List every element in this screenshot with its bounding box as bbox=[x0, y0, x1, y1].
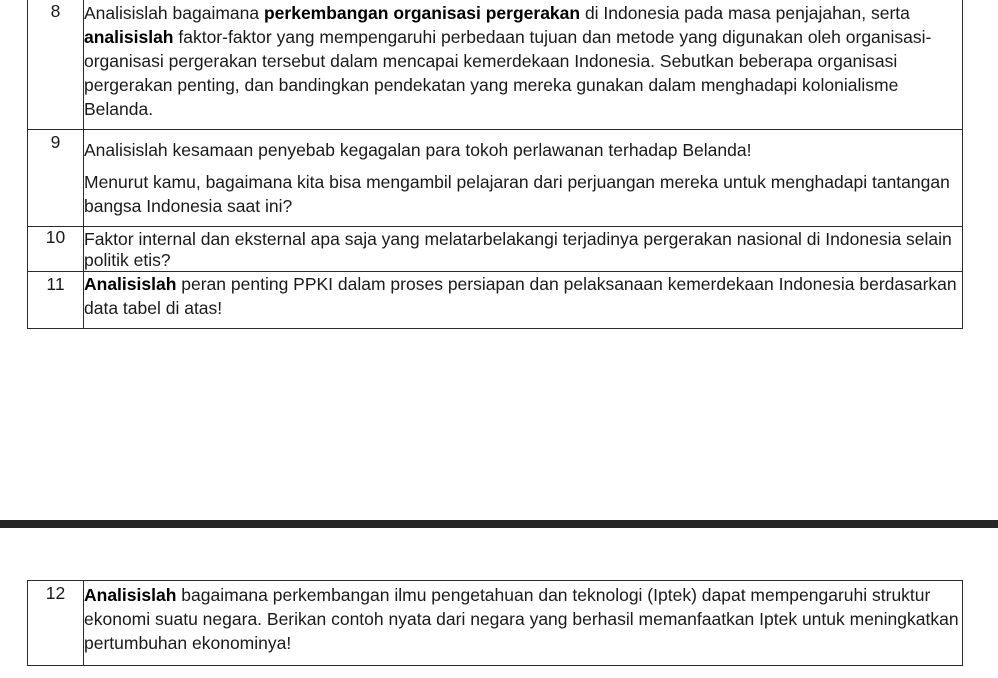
question-paragraph bbox=[84, 138, 962, 162]
text-run: Menurut kamu, bagaimana kita bisa mengambil pelajaran dari perjuangan mereka untuk menghadapi tantangan bangsa Indonesia saat ini? bbox=[84, 172, 950, 216]
question-row-11 bbox=[28, 272, 963, 329]
bold-phrase: perkembangan organisasi pergerakan bbox=[263, 3, 581, 23]
question-table-top bbox=[27, 0, 963, 329]
question-number: 8 bbox=[28, 0, 84, 130]
question-paragraph bbox=[84, 583, 962, 655]
bold-phrase: Analisislah bbox=[84, 274, 177, 294]
text-run: Analisislah kesamaan penyebab kegagalan para tokoh perlawanan terhadap Belanda! bbox=[84, 140, 752, 160]
question-text bbox=[84, 130, 963, 227]
text-run: faktor-faktor yang mempengaruhi perbedaan tujuan dan metode yang digunakan oleh organisasi-organisasi pergerakan tersebut dalam mencapai kemerdekaan Indonesia. Sebutkan beberapa organisasi pergerakan penting, dan bandingkan pendekatan yang mereka gunakan dalam menghadapi kolonialisme Belanda. bbox=[84, 27, 932, 119]
question-text bbox=[84, 581, 963, 666]
text-run: Analisislah bagaimana bbox=[84, 3, 264, 23]
question-row-9 bbox=[28, 130, 963, 227]
page-separator bbox=[0, 520, 998, 528]
text-run: peran penting PPKI dalam proses persiapan dan pelaksanaan kemerdekaan Indonesia berdasarkan data tabel di atas! bbox=[84, 274, 957, 318]
question-table-bottom bbox=[27, 580, 963, 666]
question-paragraph bbox=[84, 272, 962, 320]
question-text bbox=[84, 0, 963, 130]
question-row-8 bbox=[28, 0, 963, 130]
question-row-10 bbox=[28, 227, 963, 272]
bold-phrase: analisislah bbox=[84, 27, 174, 47]
question-row-12 bbox=[28, 581, 963, 666]
question-paragraph bbox=[84, 170, 962, 218]
question-number: 11 bbox=[28, 272, 84, 329]
question-text bbox=[84, 227, 963, 272]
question-number: 9 bbox=[28, 130, 84, 227]
bold-phrase: Analisislah bbox=[84, 585, 177, 605]
text-run: di Indonesia pada masa penjajahan, serta bbox=[580, 3, 910, 23]
text-run: bagaimana perkembangan ilmu pengetahuan dan teknologi (Iptek) dapat mempengaruhi struktur ekonomi suatu negara. Berikan contoh nyata dari negara yang berhasil memanfaatkan Iptek untuk meningkatkan pertumbuhan ekonominya! bbox=[84, 585, 959, 653]
text-run: Faktor internal dan eksternal apa saja yang melatarbelakangi terjadinya pergerakan nasional di Indonesia selain politik etis? bbox=[84, 229, 952, 270]
question-text bbox=[84, 272, 963, 329]
question-number: 12 bbox=[28, 581, 84, 666]
question-paragraph bbox=[84, 1, 962, 121]
question-paragraph bbox=[84, 229, 962, 271]
question-number: 10 bbox=[28, 227, 84, 272]
